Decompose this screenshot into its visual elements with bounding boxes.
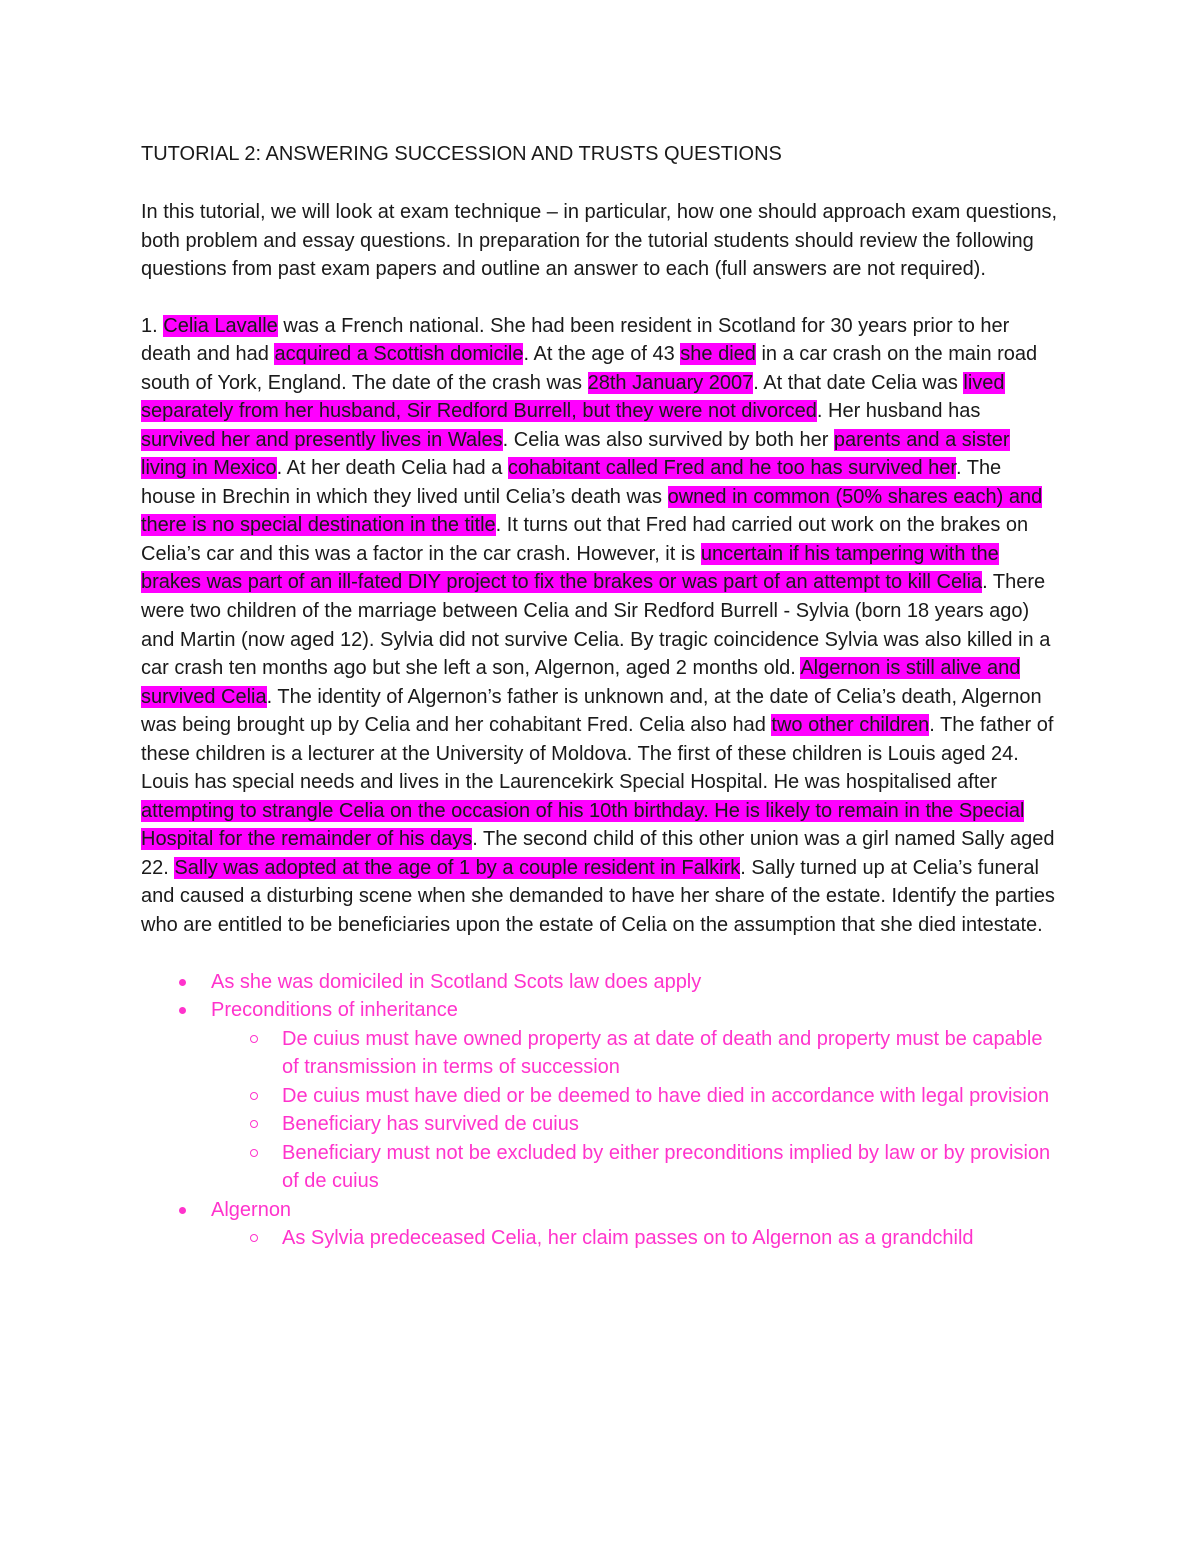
highlighted-text: two other children bbox=[771, 714, 930, 737]
sub-note-text: De cuius must have died or be deemed to have died in accordance with legal provision bbox=[282, 1084, 1050, 1107]
highlighted-text: Sally was adopted at the age of 1 by a couple resident in Falkirk bbox=[174, 856, 741, 879]
question-text: was a French national. She had been resident in Scotland for 30 years prior to her death and had bbox=[141, 314, 1010, 366]
sub-note-text: De cuius must have owned property as at date of death and property must be capable of transmission in terms of succession bbox=[282, 1027, 1043, 1079]
question-text: . The house in Brechin in which they lived until Celia’s death was bbox=[141, 457, 1002, 508]
note-item bbox=[141, 968, 1060, 997]
hollow-bullet-icon bbox=[250, 1035, 258, 1043]
sub-note-item bbox=[211, 1224, 1060, 1253]
sub-note-text: Beneficiary must not be excluded by either preconditions implied by law or by provision of de cuius bbox=[282, 1141, 1051, 1193]
filled-bullet-icon bbox=[179, 1207, 186, 1214]
note-item bbox=[141, 1196, 1060, 1253]
hollow-bullet-icon bbox=[250, 1120, 258, 1128]
highlighted-text: 28th January 2007 bbox=[587, 371, 754, 394]
sub-note-item bbox=[211, 1110, 1060, 1139]
sub-note-list bbox=[211, 1224, 1060, 1253]
question-text: . The identity of Algernon’s father is unknown and, at the date of Celia’s death, Algernon was being brought up by Celia and her cohabitant Fred. Celia also had bbox=[141, 685, 1042, 737]
question-text: . There were two children of the marriage between Celia and Sir Redford Burrell - Sylvia (born 18 years ago) and Martin (now aged 12). Sylvia did not survive Celia. By tragic coincidence Sylvia was also killed in a car crash ten months ago but she left a son, Algernon, aged 2 months old. bbox=[141, 571, 1051, 680]
highlighted-text: lived separately from her husband, Sir Redford Burrell, but they were not divorced bbox=[141, 371, 1005, 423]
sub-note-item bbox=[211, 1139, 1060, 1196]
highlighted-text: she died bbox=[680, 343, 756, 366]
note-item bbox=[141, 996, 1060, 1196]
question-text: 1. bbox=[141, 314, 164, 337]
document-title: TUTORIAL 2: ANSWERING SUCCESSION AND TRUSTS QUESTIONS bbox=[141, 143, 782, 165]
highlighted-text: owned in common (50% shares each) and there is no special destination in the title bbox=[141, 485, 1043, 537]
hollow-bullet-icon bbox=[250, 1234, 258, 1242]
hollow-bullet-icon bbox=[250, 1092, 258, 1100]
question-text: . Sally turned up at Celia’s funeral and caused a disturbing scene when she demanded to have her share of the estate. Identify the parties who are entitled to be beneficiaries upon the estate of Celia on the assumption that she died intestate. bbox=[141, 856, 1055, 936]
answer-notes-list bbox=[141, 968, 1060, 1253]
note-text: Preconditions of inheritance bbox=[211, 999, 458, 1022]
highlighted-text: survived her and presently lives in Wales bbox=[141, 428, 503, 451]
filled-bullet-icon bbox=[179, 1007, 186, 1014]
highlighted-text: parents and a sister living in Mexico bbox=[141, 428, 1010, 480]
highlighted-text: Celia Lavalle bbox=[163, 314, 278, 337]
question-text: . Celia was also survived by both her bbox=[502, 428, 834, 451]
question-text: . At that date Celia was bbox=[753, 371, 964, 394]
intro-paragraph: In this tutorial, we will look at exam technique – in particular, how one should approach exam questions, both problem and essay questions. In preparation for the tutorial students should review the following questions from past exam papers and outline an answer to each (full answers are not required). bbox=[141, 201, 1058, 280]
question-text: . At the age of 43 bbox=[523, 343, 681, 366]
question-text: . Her husband has bbox=[816, 400, 981, 423]
question-text: . The second child of this other union was a girl named Sally aged 22. bbox=[141, 828, 1055, 879]
hollow-bullet-icon bbox=[250, 1149, 258, 1157]
highlighted-text: attempting to strangle Celia on the occasion of his 10th birthday. He is likely to remain in the Special Hospital for the remainder of his days bbox=[141, 799, 1025, 851]
question-1-paragraph bbox=[141, 312, 1060, 940]
sub-note-text: Beneficiary has survived de cuius bbox=[282, 1113, 579, 1136]
sub-note-item bbox=[211, 1082, 1060, 1111]
question-text: . The father of these children is a lecturer at the University of Moldova. The first of these children is Louis aged 24. Louis has special needs and lives in the Laurencekirk Special Hospital. He was hospitalised after bbox=[141, 714, 1054, 794]
highlighted-text: uncertain if his tampering with the brakes was part of an ill-fated DIY project to fix the brakes or was part of an attempt to kill Celia bbox=[141, 542, 999, 594]
sub-note-list bbox=[211, 1025, 1060, 1196]
question-text: in a car crash on the main road south of York, England. The date of the crash was bbox=[141, 343, 1038, 394]
highlighted-text: cohabitant called Fred and he too has survived her bbox=[507, 457, 956, 480]
filled-bullet-icon bbox=[179, 979, 186, 986]
question-text: . It turns out that Fred had carried out work on the brakes on Celia’s car and this was a factor in the car crash. However, it is bbox=[141, 514, 1029, 565]
highlighted-text: Algernon is still alive and survived Celia bbox=[141, 657, 1021, 708]
note-text: Algernon bbox=[211, 1198, 292, 1221]
highlighted-text: acquired a Scottish domicile bbox=[274, 343, 524, 366]
sub-note-item bbox=[211, 1025, 1060, 1082]
note-text: As she was domiciled in Scotland Scots law does apply bbox=[211, 970, 702, 993]
sub-note-text: As Sylvia predeceased Celia, her claim passes on to Algernon as a grandchild bbox=[282, 1227, 974, 1250]
question-text: . At her death Celia had a bbox=[276, 457, 508, 480]
